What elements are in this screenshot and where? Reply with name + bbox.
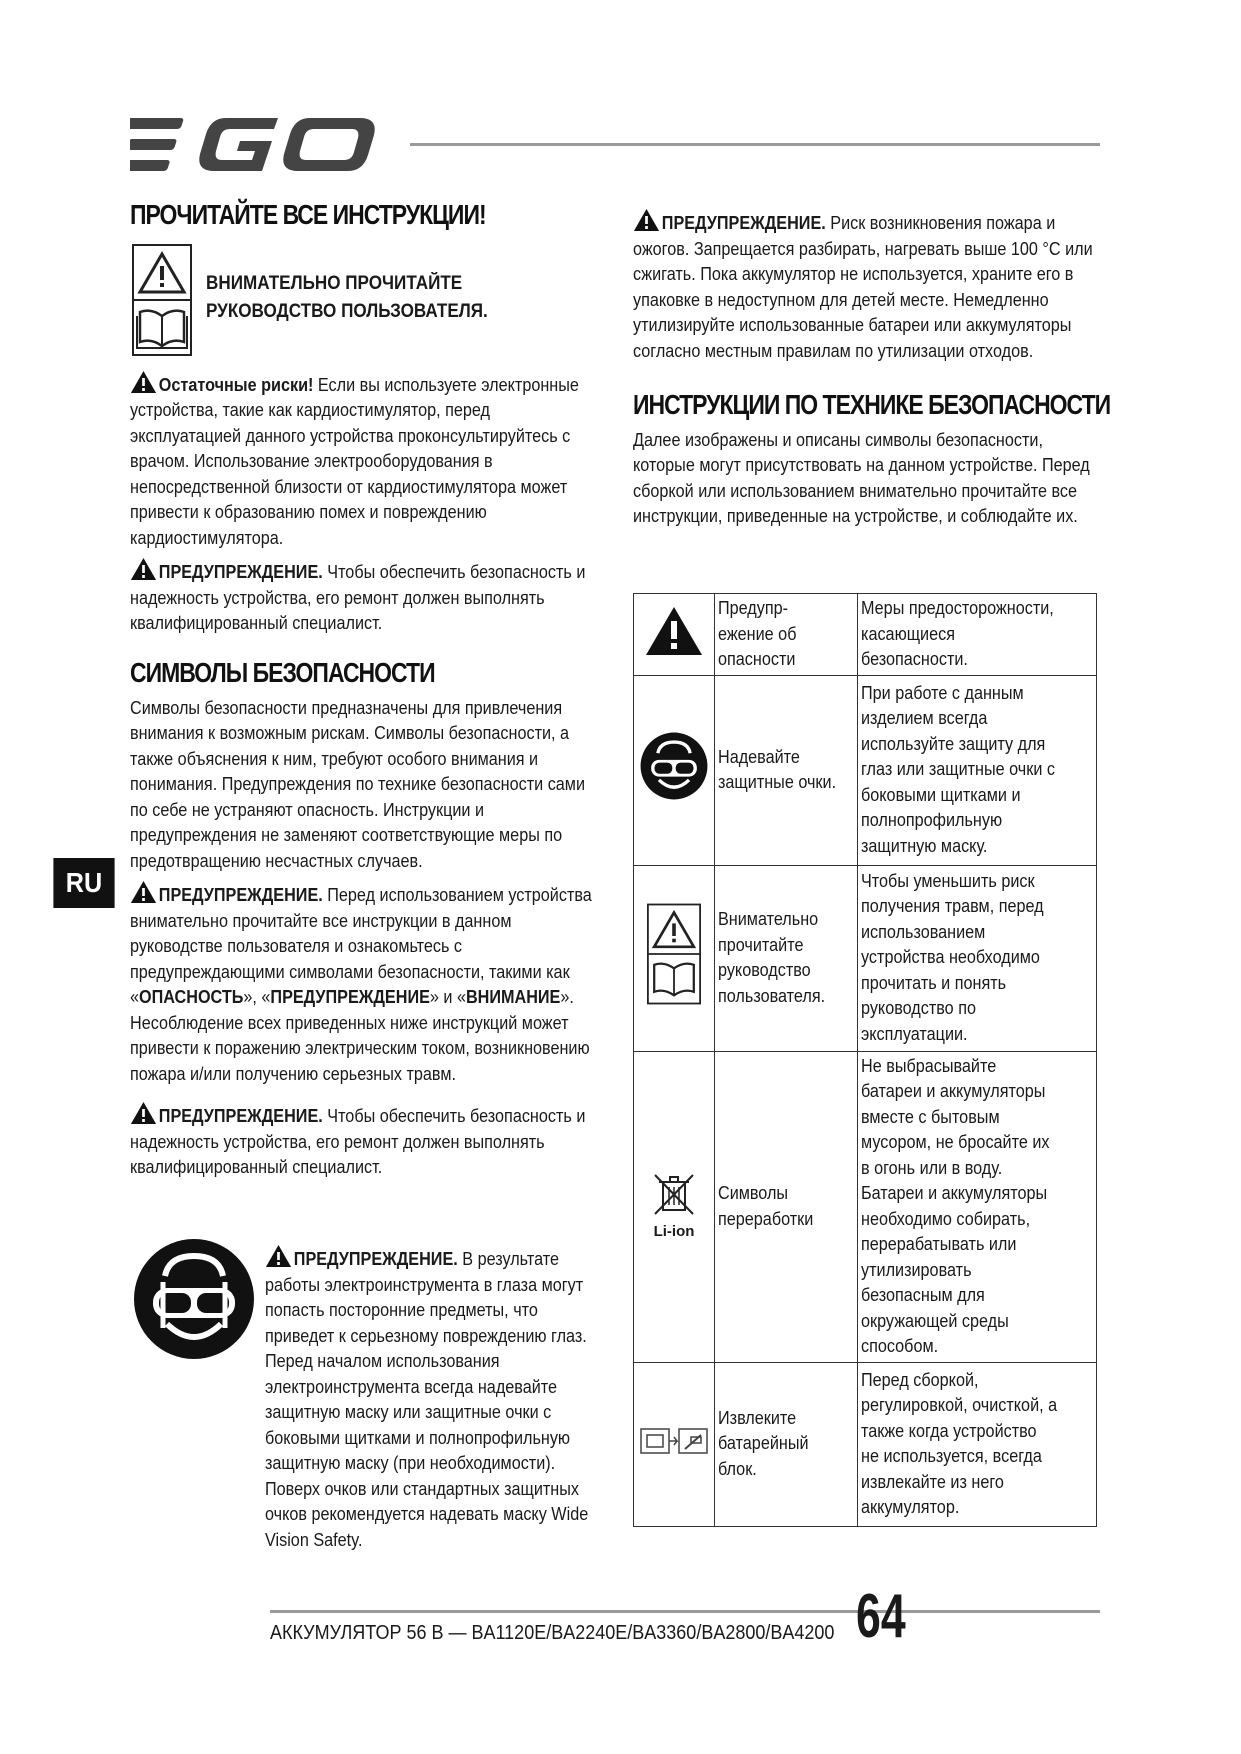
warning-read-instructions-paragraph <box>130 880 598 1087</box>
liion-label: Li-ion <box>653 1223 695 1241</box>
warning-text: Риск возникновения пожара и ожогов. Запрещается разбирать, нагревать выше 100 °C или сжигать. Пока аккумулятор не используется, храните его в упаковке в недоступном для детей месте. Немедленно утилизируйте использованные батареи или аккумуляторы согласно местным правилам по утилизации отходов. <box>633 213 1093 361</box>
manual-notice <box>130 238 600 358</box>
warning-repair-paragraph-2 <box>130 1101 598 1181</box>
symbol-name: Символы переработки <box>718 1183 814 1229</box>
heading-safety-instructions: ИНСТРУКЦИИ ПО ТЕХНИКЕ БЕЗОПАСНОСТИ <box>633 389 1111 420</box>
danger-warning-icon <box>644 605 704 657</box>
warning-triangle-icon <box>130 880 157 904</box>
warning-goggles-paragraph <box>265 1244 594 1553</box>
read-manual-icon <box>132 244 192 356</box>
left-column-lower <box>130 657 600 1181</box>
read-manual-icon <box>647 899 701 1009</box>
table-row <box>634 594 1097 676</box>
manual-line-2: РУКОВОДСТВО ПОЛЬЗОВАТЕЛЯ. <box>206 300 488 322</box>
safety-intro-paragraph: Далее изображены и описаны символы безопасности, которые могут присутствовать на данном устройстве. Перед сборкой или использованием внимательно прочитайте все инструкции, приведенные на устройстве, и соблюдайте их. <box>633 429 1090 526</box>
symbol-name: Надевайте защитные очки. <box>718 746 837 792</box>
left-column <box>130 199 600 637</box>
goggles-icon <box>640 732 708 800</box>
warning-text: Чтобы обеспечить безопасность и надежность устройства, его ремонт должен выполнять квалифицированный специалист. <box>130 1106 586 1177</box>
residual-title: Остаточные риски! <box>158 374 314 395</box>
table-row <box>634 1362 1097 1526</box>
warning-fire-paragraph <box>633 208 1097 364</box>
warning-triangle-icon <box>130 557 157 581</box>
table-row <box>634 865 1097 1051</box>
warning-text: Чтобы обеспечить безопасность и надежность устройства, его ремонт должен выполнять квалифицированный специалист. <box>130 562 586 633</box>
residual-text: Если вы используете электронные устройства, такие как кардиостимулятор, перед эксплуатацией данного устройства проконсультируйтесь с врачом. Использование электрооборудования в непосредственной близости от кардиостимулятора может привести к образованию помех и повреждению кардиостимулятора. <box>130 374 579 548</box>
warning-text-d: ». Несоблюдение всех приведенных ниже инструкций может привести к поражению электрическим током, возникновению пожара и/или получению серьезных травм. <box>130 987 590 1084</box>
word-attention: ВНИМАНИЕ <box>465 987 561 1007</box>
warning-text-a: Перед использованием устройства внимательно прочитайте все инструкции в данном руководстве пользователя и ознакомьтесь с предупреждающими символами безопасности, такими как « <box>130 885 592 1007</box>
warning-title: ПРЕДУПРЕЖДЕНИЕ. <box>158 885 323 905</box>
goggles-warning <box>265 1244 595 1553</box>
warning-triangle-icon <box>633 208 660 232</box>
symbol-desc: Перед сборкой, регулировкой, очисткой, а также когда устройство не используется, всегда извлекайте из него аккумулятор. <box>861 1369 1058 1517</box>
table-row <box>634 1051 1097 1362</box>
symbol-name: Предупр-ежение об опасности <box>718 598 797 669</box>
warning-text-c: » и « <box>429 987 466 1007</box>
warning-text: В результате работы электроинструмента в глаза могут попасть посторонние предметы, что приведет к серьезному повреждению глаз. Перед началом использования электроинструмента всегда надевайте защитную маску или защитные очки с боковыми щитками и полнопрофильную защитную маску (при необходимости). Поверх очков или стандартных защитных очков рекомендуется надевать маску Wide Vision Safety. <box>265 1249 589 1550</box>
wear-goggles-icon <box>133 1238 255 1360</box>
residual-risks-paragraph <box>130 370 598 552</box>
footer-rule <box>270 1610 1100 1613</box>
warning-title: ПРЕДУПРЕЖДЕНИЕ. <box>661 213 826 233</box>
word-warning: ПРЕДУПРЕЖДЕНИЕ <box>270 987 430 1007</box>
warning-triangle-icon <box>130 1101 157 1125</box>
page-number: 64 <box>856 1582 906 1651</box>
symbol-name: Внимательно прочитайте руководство пользователя. <box>718 909 826 1006</box>
crossed-bin-icon <box>649 1172 699 1216</box>
symbol-name: Извлеките батарейный блок. <box>718 1407 809 1479</box>
header-rule <box>410 143 1100 146</box>
warning-repair-paragraph <box>130 557 598 637</box>
heading-read-all: ПРОЧИТАЙТЕ ВСЕ ИНСТРУКЦИИ! <box>130 199 486 230</box>
ego-logo <box>130 112 390 178</box>
remove-battery-icon <box>639 1423 709 1457</box>
symbol-desc: Чтобы уменьшить риск получения травм, перед использованием устройства необходимо прочитать и понять руководство по эксплуатации. <box>861 870 1044 1044</box>
table-row <box>634 675 1097 865</box>
footer-product: АККУМУЛЯТОР 56 В — BA1120E/BA2240E/BA3360/BA2800/BA4200 <box>270 1622 835 1644</box>
symbols-paragraph: Символы безопасности предназначены для привлечения внимания к возможным рискам. Символы безопасности, а также объяснения к ним, требуют особого внимания и понимания. Предупреждения по технике безопасности сами по себе не устраняют опасность. Инструкции и предупреждения не заменяют соответствующие меры по предотвращению несчастных случаев. <box>130 697 585 871</box>
warning-text-b: », « <box>243 987 271 1007</box>
warning-title: ПРЕДУПРЕЖДЕНИЕ. <box>293 1249 458 1269</box>
right-column <box>633 208 1111 530</box>
warning-title: ПРЕДУПРЕЖДЕНИЕ. <box>158 1106 323 1126</box>
heading-safety-symbols: СИМВОЛЫ БЕЗОПАСНОСТИ <box>130 657 435 688</box>
language-tab: RU <box>53 858 114 908</box>
manual-line-1: ВНИМАТЕЛЬНО ПРОЧИТАЙТЕ <box>206 272 463 294</box>
symbol-desc: Не выбрасывайте батареи и аккумуляторы вместе с бытовым мусором, не бросайте их в огонь или в воду. Батареи и аккумуляторы необходимо собирать, перерабатывать или утилизировать безопасным для окружающей среды способом. <box>861 1055 1050 1356</box>
warning-triangle-icon <box>130 370 157 394</box>
symbol-desc: Меры предосторожности, касающиеся безопасности. <box>861 598 1054 669</box>
word-danger: ОПАСНОСТЬ <box>139 987 244 1007</box>
safety-symbols-table <box>633 593 1097 1527</box>
warning-triangle-icon <box>265 1244 292 1268</box>
symbol-desc: При работе с данным изделием всегда используйте защиту для глаз или защитные очки с боковыми щитками и полнопрофильную защитную маску. <box>861 682 1055 856</box>
warning-title: ПРЕДУПРЕЖДЕНИЕ. <box>158 562 323 582</box>
